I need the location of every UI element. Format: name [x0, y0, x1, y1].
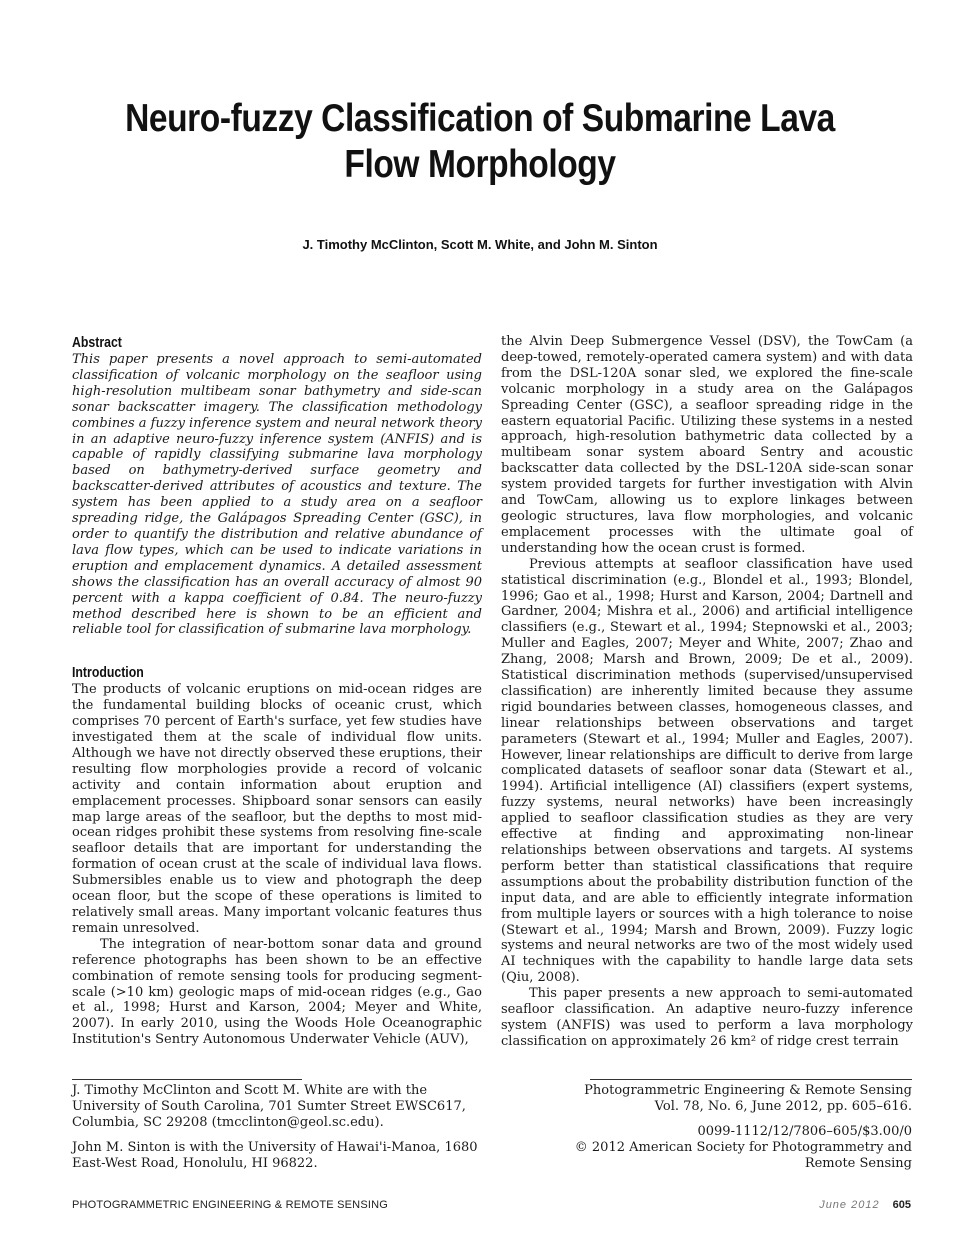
page-number: 605: [892, 1199, 911, 1211]
abstract-text: This paper presents a novel approach to semi-automated classification of volcanic morphology on the seafloor using high-resolution multibeam sonar bathymetry and side-scan sonar backscatter imagery. The classification methodology combines a fuzzy inference system and neural network theory in an adaptive neuro-fuzzy inference system (ANFIS) and is capable of rapidly classifying submarine lava morphology based on bathymetry-derived surface geometry and backscatter-derived attributes of acoustics and texture. The system has been applied to a study area on a seafloor spreading ridge, the Galápagos Spreading Center (GSC), in order to quantify the distribution and relative abundance of lava flow types, which can be used to indicate variations in eruption and emplacement dynamics. A detailed assessment shows the classification has an overall accuracy of almost 90 percent with a kappa coefficient of 0.84. The neuro-fuzzy method described here is shown to be an efficient and reliable tool for classification of submarine lava morphology.: [72, 352, 482, 638]
author-list: J. Timothy McClinton, Scott M. White, and John M. Sinton: [302, 237, 658, 252]
intro-paragraph-3: the Alvin Deep Submergence Vessel (DSV), the TowCam (a deep-towed, remotely-operated camera system) and with data from the DSL-120A sonar sled, we explored the fine-scale volcanic morphology in a study area on the Galápagos Spreading Center (GSC), a seafloor spreading ridge in the eastern equatorial Pacific. Utilizing these systems in a nested approach, high-resolution bathymetric data collected by a multibeam sonar system aboard Sentry and acoustic backscatter data collected by the DSL-120A side-scan sonar system provided targets for further investigation with Alvin and TowCam, allowing us to explore linkages between geologic structures, lava flow morphologies, and volcanic emplacement processes with the ultimate goal of understanding how the ocean crust is formed.: [501, 334, 913, 556]
journal-name: Photogrammetric Engineering & Remote Sensing: [584, 1083, 912, 1098]
issue-date: June 2012: [819, 1199, 880, 1211]
intro-paragraph-1: The products of volcanic eruptions on mid-ocean ridges are the fundamental building blocks of oceanic crust, which comprises 70 percent of Earth's surface, yet few studies have investigated them at the scale of individual flow units. Although we have not directly observed these eruptions, their resulting flow morphologies provide a record of volcanic activity and contain information about eruption and emplacement processes. Shipboard sonar sensors can easily map large areas of the seafloor, but the depths to most mid-ocean ridges prohibit these systems from resolving fine-scale seafloor details that are important for understanding the formation of ocean crust at the scale of individual lava flows. Submersibles enable us to view and photograph the deep ocean floor, but the scope of these operations is limited to relatively small areas. Many important volcanic features thus remain unresolved.: [72, 682, 482, 936]
running-footer-journal: PHOTOGRAMMETRIC ENGINEERING & REMOTE SENSING: [72, 1199, 389, 1211]
affiliation-2: John M. Sinton is with the University of Hawai'i-Manoa, 1680 East-West Road, Honolulu, HI 96822.: [72, 1140, 478, 1171]
copyright-notice: © 2012 American Society for Photogrammetry and Remote Sensing: [574, 1140, 912, 1171]
volume-info: Vol. 78, No. 6, June 2012, pp. 605–616.: [654, 1099, 912, 1114]
introduction-heading: Introduction: [72, 664, 144, 682]
left-column: [72, 334, 482, 1048]
intro-paragraph-2: The integration of near-bottom sonar data and ground reference photographs has been shown to be an effective combination of remote sensing tools for producing segment-scale (>10 km) geologic maps of mid-ocean ridges (e.g., Gao et al., 1998; Hurst and Karson, 2004; Meyer and White, 2007). In early 2010, using the Woods Hole Oceanographic Institution's Sentry Autonomous Underwater Vehicle (AUV),: [72, 936, 482, 1048]
intro-paragraph-4: Previous attempts at seafloor classification have used statistical discrimination (e.g., Blondel et al., 1993; Blondel, 1996; Gao et al., 1998; Hurst and Karson, 2004; Dartnell and Gardner, 2004; Mishra et al., 2006) and artificial intelligence classifiers (e.g., Stewart et al., 1994; Stepnowski et al., 2003; Muller and Eagles, 2007; Meyer and White, 2007; Zhao and Zhang, 2008; Marsh and Brown, 2009; De et al., 2009). Statistical discrimination methods (supervised/unsupervised classification) are inherently limited because they assume rigid boundaries between classes, homogeneous classes, and linear relationships between observations and target parameters (Stewart et al., 1994; Muller and Eagles, 2007). However, linear relationships are difficult to derive from large complicated datasets of seafloor sonar data (Stewart et al., 1994). Artificial intelligence (AI) classifiers (expert systems, fuzzy systems, neural networks) have been increasingly applied to seafloor classification studies as they are very effective at finding and approximating non-linear relationships between observations and targets. AI systems perform better than statistical classifications that require assumptions about the probability distribution function of the input data, and are able to efficiently integrate information from multiple layers or sources with a high tolerance to noise (Stewart et al., 1994; Marsh and Brown, 2009). Fuzzy logic systems and neural networks are two of the most widely used AI techniques with the capability to handle large data sets (Qiu, 2008).: [501, 556, 913, 986]
intro-paragraph-5: This paper presents a new approach to semi-automated seafloor classification. An adaptive neuro-fuzzy inference system (ANFIS) was used to perform a lava morphology classification on approximately 26 km² of ridge crest terrain: [501, 986, 913, 1049]
affiliation-footnotes: [72, 1083, 492, 1172]
affiliation-1: J. Timothy McClinton and Scott M. White are with the University of South Carolina, 701 Sumter Street EWSC617, Columbia, SC 29208 (tmcclinton@geol.sc.edu).: [72, 1083, 466, 1130]
publication-info: [560, 1083, 912, 1172]
abstract-heading: Abstract: [72, 334, 122, 351]
article-code: 0099-1112/12/7806–605/$3.00/0: [697, 1124, 912, 1139]
paper-title: Neuro-fuzzy Classification of Submarine Lava Flow Morphology: [125, 97, 835, 186]
footnote-rule-left: [72, 1079, 302, 1080]
right-column: [501, 334, 913, 1050]
footnote-rule-right: [590, 1079, 912, 1080]
page-info: [819, 1199, 911, 1211]
